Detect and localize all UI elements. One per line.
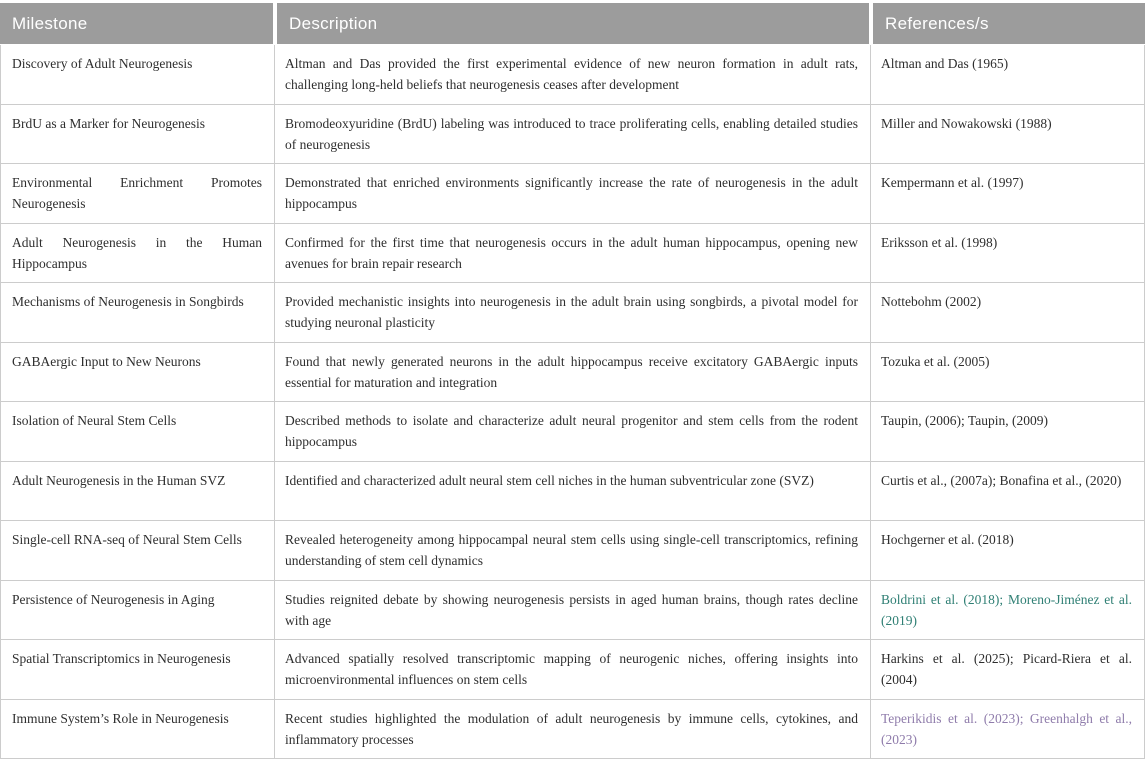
- reference-citation: Nottebohm (2002): [881, 294, 982, 309]
- description-cell: [275, 45, 871, 104]
- reference-citation: Hochgerner et al. (2018): [881, 532, 1014, 547]
- description-cell: [275, 402, 871, 461]
- reference-citation: Harkins et al. (2025); Picard-Riera et al. (2004): [881, 651, 1132, 687]
- description-cell: [275, 105, 871, 164]
- references-cell: [871, 700, 1145, 759]
- table-row: [1, 105, 1145, 165]
- description-text: Altman and Das provided the first experimental evidence of new neuron formation in adult rats, challenging long-held beliefs that neurogenesis ceases after development: [285, 56, 858, 92]
- milestone-cell: [1, 462, 275, 521]
- references-cell: [871, 521, 1145, 580]
- description-cell: [275, 224, 871, 283]
- milestone-text: Persistence of Neurogenesis in Aging: [12, 591, 215, 607]
- description-cell: [275, 700, 871, 759]
- milestone-cell: [1, 45, 275, 104]
- table-row: [1, 45, 1145, 105]
- milestone-text: Immune System’s Role in Neurogenesis: [12, 710, 229, 726]
- column-header-description: Description: [277, 3, 869, 44]
- milestone-text: Isolation of Neural Stem Cells: [12, 413, 177, 428]
- milestone-cell: [1, 283, 275, 342]
- milestone-cell: [1, 402, 275, 461]
- references-cell: [871, 224, 1145, 283]
- references-cell: [871, 581, 1145, 640]
- description-text: Bromodeoxyuridine (BrdU) labeling was introduced to trace proliferating cells, enabling detailed studies of neurogenesis: [285, 115, 858, 152]
- description-text: Advanced spatially resolved transcriptomic mapping of neurogenic niches, offering insights into microenvironmental influences on stem cells: [285, 651, 858, 687]
- references-cell: [871, 45, 1145, 104]
- references-cell: [871, 640, 1145, 699]
- description-text: Found that newly generated neurons in the adult hippocampus receive excitatory GABAergic inputs essential for maturation and integration: [285, 353, 858, 390]
- table-row: [1, 402, 1145, 462]
- milestone-cell: [1, 105, 275, 164]
- description-text: Demonstrated that enriched environments significantly increase the rate of neurogenesis in the adult hippocampus: [285, 175, 858, 211]
- description-text: Revealed heterogeneity among hippocampal neural stem cells using single-cell transcriptomics, refining understanding of stem cell dynamics: [285, 532, 858, 568]
- description-cell: [275, 462, 871, 521]
- description-text: Recent studies highlighted the modulation of adult neurogenesis by immune cells, cytokines, and inflammatory processes: [285, 710, 858, 747]
- milestone-text: GABAergic Input to New Neurons: [12, 353, 201, 369]
- milestone-text: Mechanisms of Neurogenesis in Songbirds: [12, 294, 244, 309]
- milestone-cell: [1, 224, 275, 283]
- reference-citation: Kempermann et al. (1997): [881, 175, 1024, 190]
- milestone-cell: [1, 343, 275, 402]
- table-row: [1, 462, 1145, 522]
- description-cell: [275, 581, 871, 640]
- milestone-cell: [1, 640, 275, 699]
- milestone-cell: [1, 700, 275, 759]
- reference-citation: Eriksson et al. (1998): [881, 234, 998, 250]
- description-text: Described methods to isolate and characterize adult neural progenitor and stem cells from the rodent hippocampus: [285, 413, 858, 449]
- reference-citation: Miller and Nowakowski (1988): [881, 115, 1052, 131]
- references-cell: [871, 462, 1145, 521]
- milestone-cell: [1, 164, 275, 223]
- milestone-text: Adult Neurogenesis in the Human SVZ: [12, 472, 226, 488]
- reference-citation: Taupin, (2006); Taupin, (2009): [881, 413, 1048, 428]
- reference-link[interactable]: Boldrini et al. (2018); Moreno-Jiménez et al. (2019): [881, 591, 1132, 628]
- table-row: [1, 283, 1145, 343]
- description-cell: [275, 283, 871, 342]
- table-row: [1, 343, 1145, 403]
- references-cell: [871, 164, 1145, 223]
- references-cell: [871, 105, 1145, 164]
- description-cell: [275, 164, 871, 223]
- table-row: [1, 700, 1145, 759]
- milestone-text: Adult Neurogenesis in the Human Hippocampus: [12, 234, 262, 271]
- reference-citation: Tozuka et al. (2005): [881, 353, 990, 369]
- reference-link[interactable]: Teperikidis et al. (2023); Greenhalgh et al., (2023): [881, 710, 1132, 747]
- column-header-references: References/s: [873, 3, 1145, 44]
- milestone-cell: [1, 521, 275, 580]
- table-header-row: [0, 3, 1145, 44]
- column-header-milestone: Milestone: [0, 3, 273, 44]
- milestone-text: Environmental Enrichment Promotes Neurogenesis: [12, 175, 262, 211]
- table-row: [1, 521, 1145, 581]
- reference-citation: Curtis et al., (2007a); Bonafina et al., (2020): [881, 472, 1122, 488]
- references-cell: [871, 402, 1145, 461]
- description-cell: [275, 343, 871, 402]
- milestone-text: BrdU as a Marker for Neurogenesis: [12, 115, 206, 131]
- table-row: [1, 224, 1145, 284]
- description-text: Provided mechanistic insights into neurogenesis in the adult brain using songbirds, a pivotal model for studying neuronal plasticity: [285, 294, 858, 330]
- table-row: [1, 640, 1145, 700]
- table-row: [1, 164, 1145, 224]
- description-text: Studies reignited debate by showing neurogenesis persists in aged human brains, though rates decline with age: [285, 591, 858, 628]
- description-cell: [275, 521, 871, 580]
- table-row: [1, 581, 1145, 641]
- reference-citation: Altman and Das (1965): [881, 56, 1009, 71]
- milestone-cell: [1, 581, 275, 640]
- references-cell: [871, 343, 1145, 402]
- description-text: Confirmed for the first time that neurogenesis occurs in the adult human hippocampus, opening new avenues for brain repair research: [285, 234, 858, 271]
- description-text: Identified and characterized adult neural stem cell niches in the human subventricular zone (SVZ): [285, 472, 814, 488]
- milestone-text: Single-cell RNA-seq of Neural Stem Cells: [12, 532, 242, 547]
- milestone-text: Spatial Transcriptomics in Neurogenesis: [12, 651, 231, 666]
- milestone-text: Discovery of Adult Neurogenesis: [12, 56, 193, 71]
- references-cell: [871, 283, 1145, 342]
- table-body: [0, 45, 1145, 759]
- description-cell: [275, 640, 871, 699]
